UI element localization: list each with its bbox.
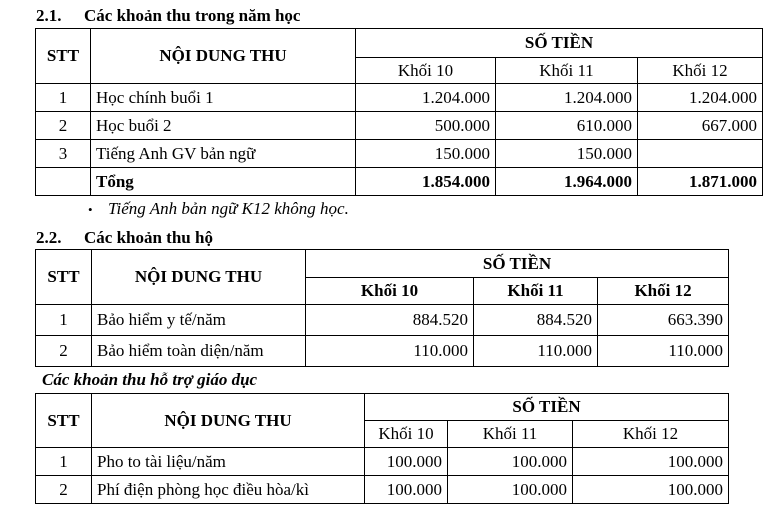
header-stt: STT	[36, 394, 92, 448]
note-text: Tiếng Anh bản ngữ K12 không học.	[108, 199, 349, 218]
row-stt: 1	[36, 448, 92, 476]
table-row	[36, 476, 729, 504]
header-amount: SỐ TIỀN	[365, 394, 729, 421]
total-stt	[36, 168, 91, 196]
table-row	[36, 448, 729, 476]
header-content: NỘI DUNG THU	[92, 394, 365, 448]
collection-table	[35, 249, 729, 367]
row-grade-12: 100.000	[573, 448, 729, 476]
row-stt: 2	[36, 336, 92, 367]
row-grade-11: 884.520	[474, 305, 598, 336]
row-content: Học chính buổi 1	[91, 84, 356, 112]
section-title: Các khoản thu hỗ trợ giáo dục	[42, 370, 258, 389]
row-grade-10: 110.000	[306, 336, 474, 367]
row-grade-11: 150.000	[496, 140, 638, 168]
row-grade-10: 1.204.000	[356, 84, 496, 112]
total-grade-11: 1.964.000	[496, 168, 638, 196]
table-row	[36, 140, 763, 168]
row-content: Bảo hiểm toàn diện/năm	[92, 336, 306, 367]
row-grade-10: 100.000	[365, 476, 448, 504]
row-grade-11: 100.000	[448, 448, 573, 476]
row-grade-12: 100.000	[573, 476, 729, 504]
header-content: NỘI DUNG THU	[91, 29, 356, 84]
row-content: Pho to tài liệu/năm	[92, 448, 365, 476]
row-stt: 1	[36, 305, 92, 336]
total-label: Tổng	[91, 168, 356, 196]
header-grade-11: Khối 11	[474, 278, 598, 305]
header-grade-10: Khối 10	[365, 421, 448, 448]
row-grade-11: 1.204.000	[496, 84, 638, 112]
row-stt: 3	[36, 140, 91, 168]
row-grade-10: 150.000	[356, 140, 496, 168]
row-grade-10: 100.000	[365, 448, 448, 476]
row-grade-12: 663.390	[598, 305, 729, 336]
row-grade-12: 667.000	[638, 112, 763, 140]
row-grade-10: 884.520	[306, 305, 474, 336]
table-row	[36, 305, 729, 336]
header-stt: STT	[36, 29, 91, 84]
header-stt: STT	[36, 250, 92, 305]
row-stt: 1	[36, 84, 91, 112]
total-row	[36, 168, 763, 196]
fees-table	[35, 28, 763, 196]
row-grade-12: 1.204.000	[638, 84, 763, 112]
section-heading-2-2	[36, 228, 213, 248]
header-grade-10: Khối 10	[306, 278, 474, 305]
row-content: Tiếng Anh GV bản ngữ	[91, 140, 356, 168]
section-number: 2.2.	[36, 228, 62, 247]
header-grade-11: Khối 11	[496, 58, 638, 84]
section-heading-support	[42, 370, 257, 390]
support-table	[35, 393, 729, 504]
total-grade-12: 1.871.000	[638, 168, 763, 196]
header-grade-12: Khối 12	[573, 421, 729, 448]
row-grade-12: 110.000	[598, 336, 729, 367]
section-heading-2-1	[36, 6, 300, 26]
section-number: 2.1.	[36, 6, 62, 25]
row-grade-12	[638, 140, 763, 168]
row-grade-11: 610.000	[496, 112, 638, 140]
header-grade-10: Khối 10	[356, 58, 496, 84]
row-stt: 2	[36, 476, 92, 504]
header-amount: SỐ TIỀN	[306, 250, 729, 278]
header-content: NỘI DUNG THU	[92, 250, 306, 305]
header-grade-11: Khối 11	[448, 421, 573, 448]
table-row	[36, 336, 729, 367]
header-amount: SỐ TIỀN	[356, 29, 763, 58]
row-grade-11: 100.000	[448, 476, 573, 504]
header-grade-12: Khối 12	[638, 58, 763, 84]
row-content: Phí điện phòng học điều hòa/kì	[92, 476, 365, 504]
section-title: Các khoản thu hộ	[84, 228, 213, 247]
section-title: Các khoản thu trong năm học	[84, 6, 301, 25]
table-row	[36, 84, 763, 112]
row-grade-10: 500.000	[356, 112, 496, 140]
row-stt: 2	[36, 112, 91, 140]
row-grade-11: 110.000	[474, 336, 598, 367]
table-row	[36, 112, 763, 140]
row-content: Học buổi 2	[91, 112, 356, 140]
row-content: Bảo hiểm y tế/năm	[92, 305, 306, 336]
note-bullet: •	[88, 202, 93, 217]
total-grade-10: 1.854.000	[356, 168, 496, 196]
header-grade-12: Khối 12	[598, 278, 729, 305]
